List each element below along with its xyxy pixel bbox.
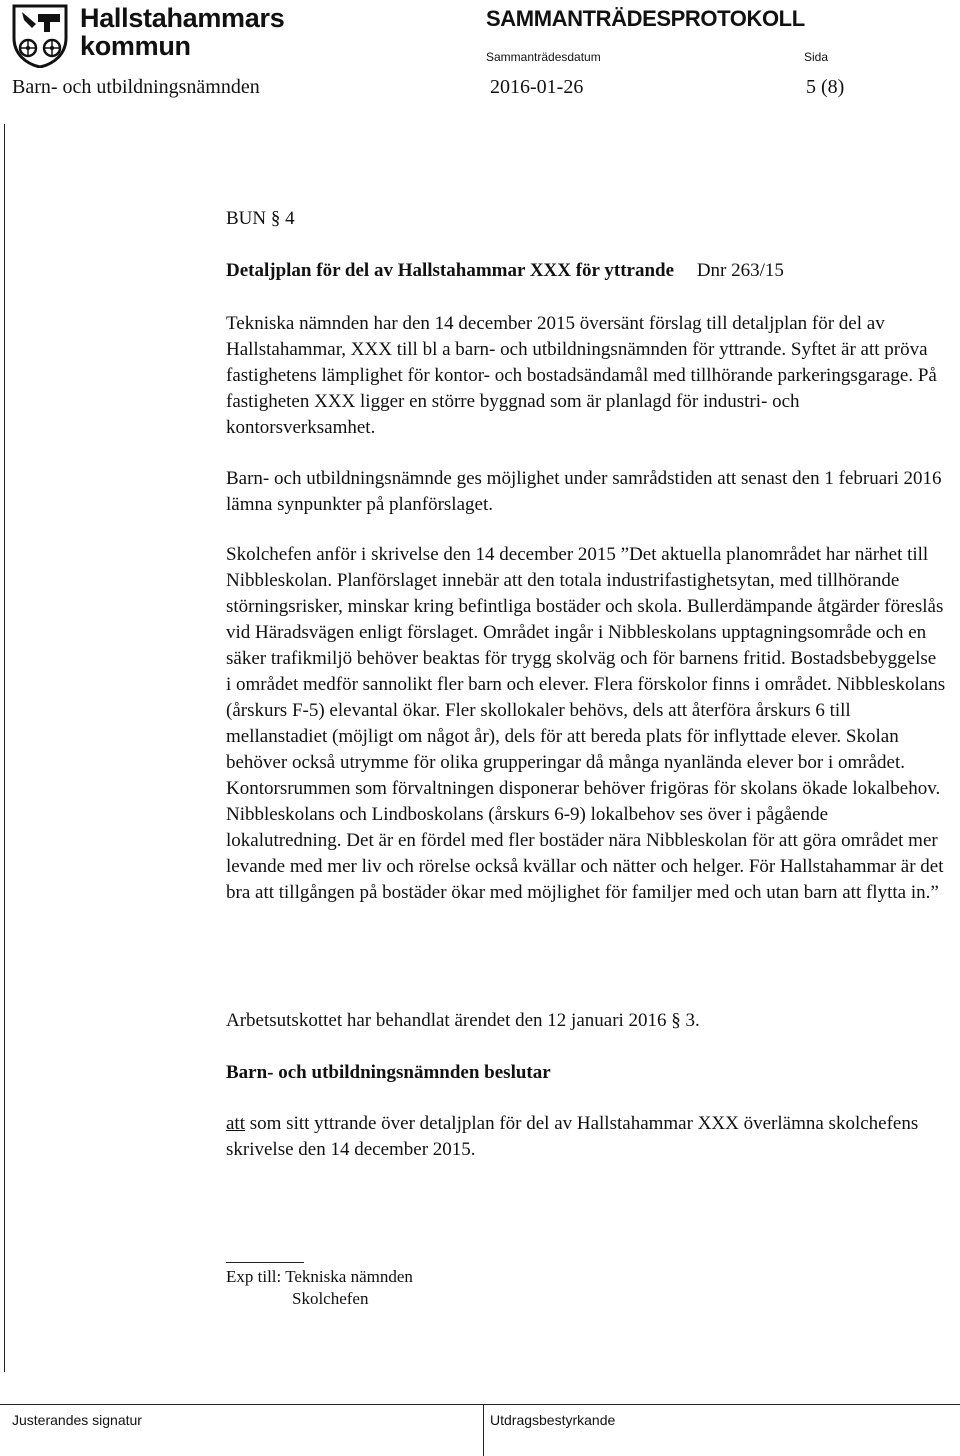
decision-heading: Barn- och utbildningsnämnden beslutar	[226, 1062, 551, 1083]
paragraph-2-text: Barn- och utbildningsnämnde ges möjlighet under samrådstiden att senast den 1 februari 2016 lämna synpunkter på planförslaget.	[226, 468, 942, 515]
paragraph-4-text: Arbetsutskottet har behandlat ärendet den 12 januari 2016 § 3.	[226, 1010, 700, 1031]
left-margin-rule	[4, 124, 5, 1372]
case-number: BUN § 4	[226, 208, 295, 229]
signature-label: Justerandes signatur	[12, 1412, 142, 1428]
date-label: Sammanträdesdatum	[486, 50, 601, 64]
paragraph-2	[226, 466, 946, 518]
decision-paragraph	[226, 1111, 946, 1163]
decision-text: som sitt yttrande över detaljplan för del av Hallstahammar XXX överlämna skolchefens skrivelse den 14 december 2015.	[226, 1113, 919, 1160]
expedition-line1: Exp till: Tekniska nämnden	[226, 1267, 413, 1286]
case-dnr: Dnr 263/15	[696, 260, 784, 281]
municipality-logo	[10, 3, 285, 68]
committee-name: Barn- och utbildningsnämnden	[12, 76, 260, 98]
paragraph-4	[226, 1008, 946, 1034]
footer-rule	[0, 1404, 960, 1405]
paragraph-1	[226, 311, 946, 441]
footer-divider	[483, 1404, 484, 1456]
org-name-line1: Hallstahammars	[80, 3, 285, 33]
meeting-date: 2016-01-26	[490, 76, 584, 98]
expedition-line2: Skolchefen	[292, 1289, 369, 1308]
page-label: Sida	[804, 50, 829, 64]
excerpt-label: Utdragsbestyrkande	[490, 1412, 616, 1428]
page-number: 5 (8)	[806, 76, 845, 98]
case-title: Detaljplan för del av Hallstahammar XXX för yttrande	[226, 260, 675, 281]
paragraph-3	[226, 542, 946, 906]
case-title-row	[226, 258, 946, 284]
paragraph-3-text: Skolchefen anför i skrivelse den 14 december 2015 ”Det aktuella planområdet har närhet till Nibbleskolan. Planförslaget innebär att den totala industrifastighetsytan, med tillhörande störningsrisker, minskar kring befintliga bostäder och skola. Bullerdämpande åtgärder föreslås vid Häradsvägen enligt förslaget. Området ingår i Nibbleskolans upptagningsområde och en säker trafikmiljö behöver beaktas för trygg skolväg och för barnens fritid. Bostadsbebyggelse i området medför sannolikt fler barn och elever. Flera förskolor finns i området. Nibbleskolans (årskurs F-5) elevantal ökar. Fler skollokaler behövs, dels att återföra årskurs 6 till mellanstadiet (möjligt om något år), dels för att bereda plats för inflyttade elever. Skolan behöver också utrymme för olika grupperingar då många nyanlända elever bor i området. Kontorsrummen som förvaltningen disponerar behöver frigöras för skolans ökade lokalbehov. Nibbleskolans och Lindboskolans (årskurs 6-9) lokalbehov ses över i pågående lokalutredning. Det är en fördel med fler bostäder nära Nibbleskolan för att göra området mer levande med mer liv och rörelse också kvällar och nätter och helger. För Hallstahammar är det bra att tillgången på bostäder ökar med möjlighet för familjer med och utan barn att flytta in.”	[226, 544, 946, 903]
expedition-rule	[226, 1262, 304, 1263]
coat-of-arms-icon	[10, 4, 70, 68]
decision-att: att	[226, 1113, 245, 1134]
org-name-line2: kommun	[80, 31, 191, 61]
paragraph-1-text: Tekniska nämnden har den 14 december 2015 översänt förslag till detaljplan för del av Hallstahammar, XXX till bl a barn- och utbildningsnämnden för yttrande. Syftet är att pröva fastighetens lämplighet för kontor- och bostadsändamål med tillhörande parkeringsgarage. På fastigheten XXX ligger en större byggnad som är planlagd för industri- och kontorsverksamhet.	[226, 313, 937, 438]
protocol-title: SAMMANTRÄDESPROTOKOLL	[486, 6, 805, 31]
